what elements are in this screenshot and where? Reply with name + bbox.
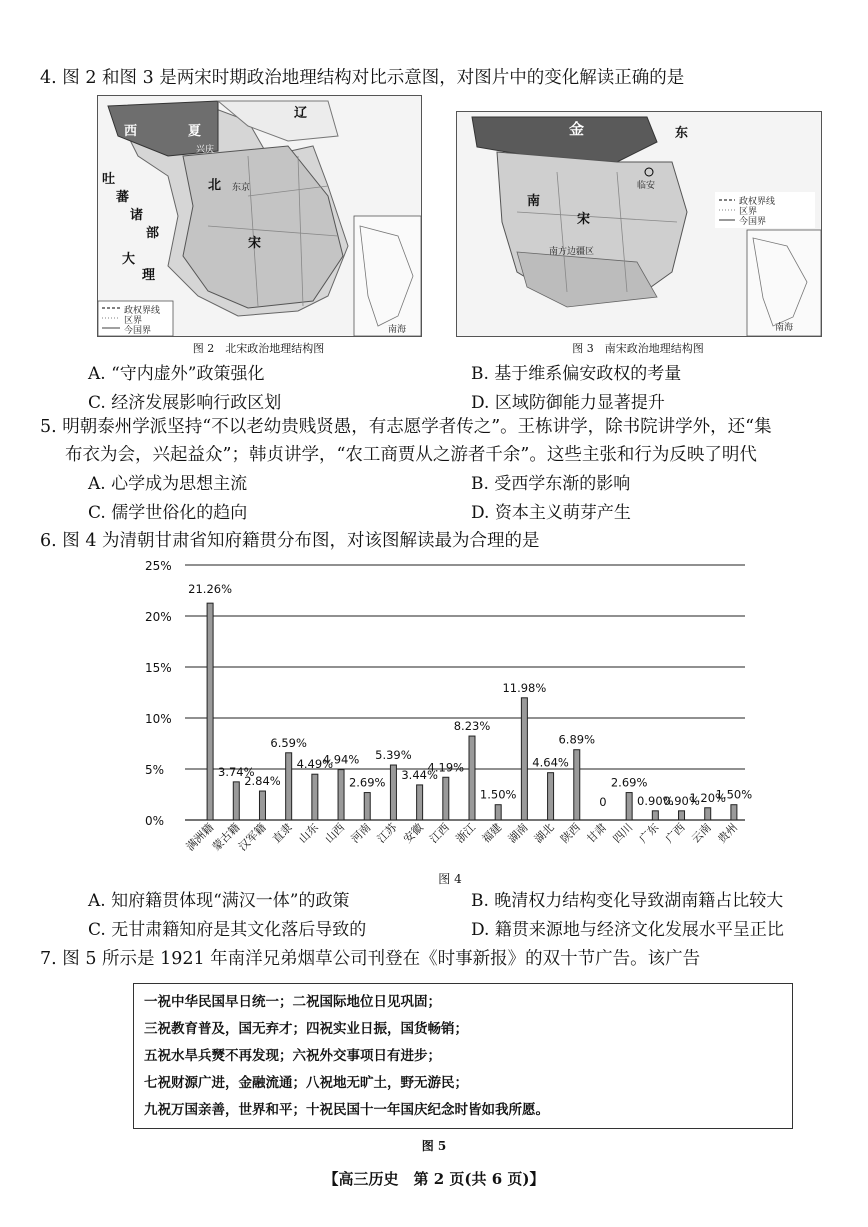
map2-label-bei: 北: [208, 178, 222, 193]
chart-bar: [495, 805, 501, 820]
chart-value-label: 6.59%: [270, 735, 307, 750]
map-northern-song: [97, 95, 422, 337]
chart-value-label: 3.44%: [401, 767, 438, 782]
chart-bar: [652, 811, 658, 820]
chart-value-label: 2.84%: [244, 774, 281, 789]
chart-bar: [338, 770, 344, 820]
map2-label-fan: 蕃: [116, 190, 130, 205]
map3-label-linan: 临安: [637, 181, 656, 191]
map2-legend-boundary: 政权界线: [124, 306, 161, 316]
ad-line-1: 一祝中华民国早日统一；二祝国际地位日见巩固；: [144, 994, 441, 1010]
prefect-origin-chart: [140, 555, 760, 870]
ad-line-3: 五祝水旱兵燹不再发现；六祝外交事项日有进步；: [144, 1048, 441, 1064]
page-footer: 【高三历史 第 2 页(共 6 页)】: [323, 1170, 545, 1188]
chart-category-label: 甘肃: [584, 820, 610, 846]
chart-value-label: 1.20%: [689, 790, 726, 805]
q6-option-c: C. 无甘肃籍知府是其文化落后导致的: [88, 920, 367, 940]
chart-value-label: 1.50%: [715, 787, 753, 802]
q5-option-c: C. 儒学世俗化的趋向: [88, 503, 248, 523]
map2-label-song: 宋: [248, 236, 262, 251]
q5-option-d: D. 资本主义萌芽产生: [471, 503, 631, 523]
chart-bar: [679, 811, 685, 820]
chart-category-label: 陕西: [558, 820, 583, 846]
map2-label-xi: 西: [124, 124, 138, 139]
chart-category-label: 直隶: [270, 820, 295, 846]
q4-option-a: A. “守内虚外”政策强化: [88, 364, 265, 384]
chart-value-label: 21.26%: [188, 582, 233, 597]
chart-value-label: 4.49%: [296, 757, 334, 772]
q4-option-d: D. 区域防御能力显著提升: [471, 393, 665, 413]
chart-value-label: 11.98%: [502, 680, 547, 695]
chart-category-label: 贵州: [715, 820, 741, 846]
q4-option-c: C. 经济发展影响行政区划: [88, 393, 282, 413]
chart-value-label: 4.64%: [532, 755, 569, 770]
chart-category-label: 河南: [348, 820, 374, 846]
ad-line-2: 三祝教育普及，国无弃才；四祝实业日振，国货畅销；: [144, 1021, 468, 1037]
chart-bar: [731, 805, 737, 820]
map3-legend-national: 今国界: [739, 217, 767, 227]
q5-line2: 布衣为会，兴起益众”；韩贞讲学，“农工商贾从之游者千余”。这些主张和行为反映了明代: [65, 445, 757, 465]
chart-category-label: 湖北: [531, 820, 557, 846]
chart-bars: [207, 603, 737, 820]
ad-caption: 图 5: [421, 1139, 447, 1153]
map2-label-xia: 夏: [188, 124, 202, 139]
chart-category-label: 广西: [662, 820, 688, 846]
chart-y-tick-label: 20%: [145, 610, 172, 624]
map3-label-song: 宋: [577, 212, 591, 227]
q6-option-d: D. 籍贯来源地与经济文化发展水平呈正比: [471, 920, 784, 940]
ad-line-5: 九祝万国亲善，世界和平；十祝民国十一年国庆纪念时皆如我所愿。: [144, 1102, 549, 1118]
chart-y-tick-label: 25%: [145, 559, 172, 573]
chart-bar: [364, 793, 370, 820]
chart-category-label: 广东: [636, 820, 662, 846]
chart-caption: 图 4: [438, 872, 462, 886]
chart-bar: [286, 753, 292, 820]
map3-label-jin: 金: [569, 120, 585, 138]
chart-value-label: 0.90%: [663, 793, 700, 808]
map2-label-xingqing: 兴庆: [196, 145, 215, 155]
q4-stem: 4. 图 2 和图 3 是两宋时期政治地理结构对比示意图，对图片中的变化解读正确的是: [40, 68, 685, 88]
chart-category-label: 湖南: [505, 820, 531, 846]
chart-category-label: 山东: [296, 820, 321, 846]
chart-bar: [233, 782, 239, 820]
chart-y-tick-label: 10%: [145, 712, 172, 726]
q6-stem: 6. 图 4 为清朝甘肃省知府籍贯分布图，对该图解读最为合理的是: [40, 531, 540, 551]
map-southern-song: [456, 111, 822, 337]
chart-category-label: 蒙古籍: [209, 820, 243, 854]
chart-value-label: 4.19%: [427, 760, 465, 775]
chart-value-label: 6.89%: [558, 732, 596, 747]
chart-category-label: 江苏: [374, 820, 400, 846]
chart-value-label: 2.69%: [348, 775, 386, 790]
chart-category-label: 汉军籍: [236, 820, 269, 854]
chart-y-tick-label: 15%: [145, 661, 172, 675]
chart-category-label: 安徽: [400, 820, 426, 846]
chart-y-ticks: [145, 559, 172, 828]
chart-value-label: 3.74%: [218, 764, 255, 779]
chart-bar: [443, 777, 449, 820]
map2-label-dongjing: 东京: [232, 183, 251, 193]
chart-bar: [626, 793, 632, 820]
chart-value-label: 0.90%: [637, 793, 674, 808]
map3-legend-boundary: 政权界线: [739, 197, 776, 207]
map2-inset-label: 南海: [388, 325, 407, 335]
chart-category-label: 四川: [610, 820, 636, 846]
chart-bar: [469, 736, 475, 820]
chart-bar: [207, 603, 213, 820]
map3-inset-label: 南海: [775, 323, 794, 333]
map2-label-tu: 吐: [102, 172, 116, 187]
map2-caption: 图 2 北宋政治地理结构图: [192, 342, 325, 355]
map2-legend-district: 区界: [124, 316, 143, 326]
q4-option-b: B. 基于维系偏安政权的考量: [471, 364, 682, 384]
chart-value-label: 5.39%: [375, 748, 412, 763]
q5-option-b: B. 受西学东渐的影响: [471, 474, 631, 494]
chart-bar: [574, 750, 580, 820]
chart-value-label: 2.69%: [610, 775, 648, 790]
map3-label-nan: 南: [527, 194, 541, 209]
chart-category-label: 福建: [479, 820, 505, 846]
map3-label-dong: 东: [675, 126, 689, 141]
ad-box: [133, 983, 793, 1129]
chart-value-label: 4.94%: [322, 752, 360, 767]
map2-label-li: 理: [142, 268, 156, 283]
chart-value-label: 0: [599, 795, 607, 809]
chart-bar: [390, 765, 396, 820]
chart-value-label: 1.50%: [479, 787, 517, 802]
chart-x-labels: [183, 820, 740, 854]
chart-bar: [312, 774, 318, 820]
chart-y-tick-label: 5%: [145, 763, 165, 777]
chart-bar: [417, 785, 423, 820]
chart-category-label: 云南: [689, 820, 714, 846]
chart-value-label: 8.23%: [453, 719, 491, 734]
map2-label-da: 大: [122, 252, 136, 267]
chart-category-label: 满洲籍: [183, 820, 217, 854]
q6-option-a: A. 知府籍贯体现“满汉一体”的政策: [88, 891, 350, 911]
chart-bar: [521, 698, 527, 820]
map3-legend-district: 区界: [739, 207, 758, 217]
map2-legend-national: 今国界: [124, 326, 152, 336]
map3-label-southern-frontier: 南方边疆区: [549, 247, 595, 257]
chart-bar: [705, 808, 711, 820]
map2-drawing: [98, 96, 421, 336]
q7-stem: 7. 图 5 所示是 1921 年南洋兄弟烟草公司刊登在《时事新报》的双十节广告。该广告: [40, 949, 701, 969]
map2-label-liao: 辽: [294, 106, 308, 121]
chart-category-label: 江西: [427, 820, 452, 846]
map3-drawing: [457, 112, 821, 336]
chart-y-tick-label: 0%: [145, 814, 165, 828]
ad-line-4: 七祝财源广进，金融流通；八祝地无旷土，野无游民；: [144, 1075, 468, 1091]
chart-bar: [259, 791, 265, 820]
q5-option-a: A. 心学成为思想主流: [88, 474, 248, 494]
chart-category-label: 山西: [322, 820, 348, 846]
chart-category-label: 浙江: [453, 820, 479, 846]
chart-bar: [548, 773, 554, 820]
map2-label-zhu: 诸: [130, 208, 144, 223]
map3-caption: 图 3 南宋政治地理结构图: [572, 342, 704, 355]
q6-option-b: B. 晚清权力结构变化导致湖南籍占比较大: [471, 891, 784, 911]
q5-line1: 5. 明朝泰州学派坚持“不以老幼贵贱贤愚，有志愿学者传之”。王栋讲学，除书院讲学外，还“集: [40, 417, 772, 437]
map2-label-bu: 部: [146, 226, 160, 241]
